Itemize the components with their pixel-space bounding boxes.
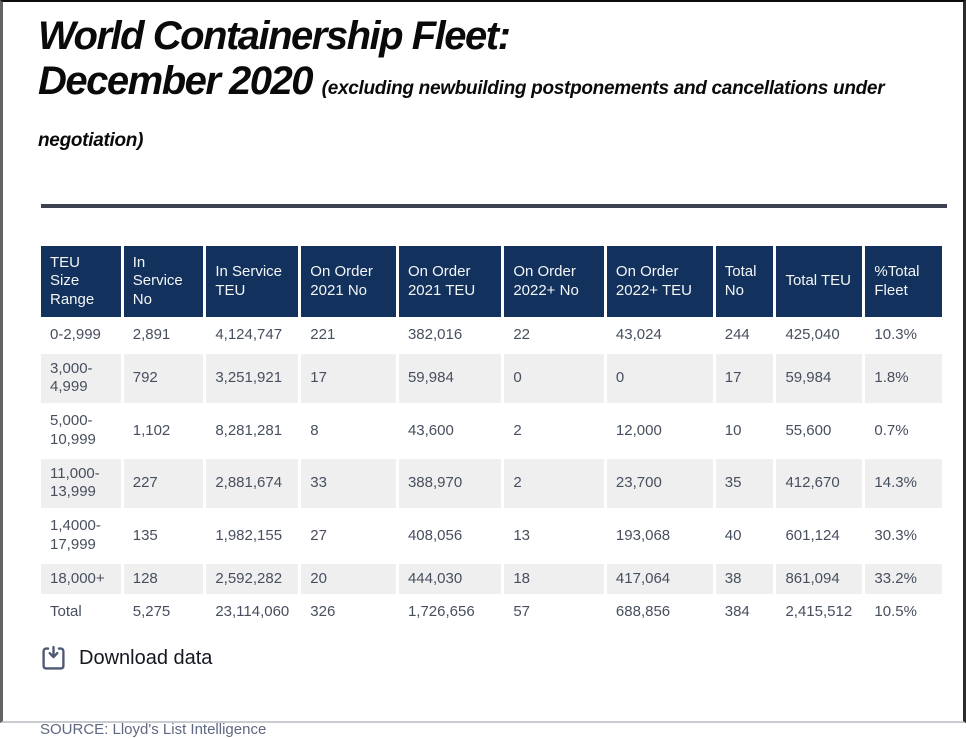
- table-cell: 13: [504, 511, 604, 561]
- source-credit: SOURCE: Lloyd's List Intelligence: [40, 721, 267, 738]
- table-cell: 0: [504, 354, 604, 404]
- table-cell: 23,700: [607, 459, 713, 509]
- table-row: [41, 354, 942, 404]
- table-cell: 40: [716, 511, 774, 561]
- table-cell: 35: [716, 459, 774, 509]
- table-cell: 408,056: [399, 511, 501, 561]
- page-title: [38, 10, 922, 164]
- table-cell: 221: [301, 320, 396, 351]
- table-cell: 227: [124, 459, 204, 509]
- table-cell: 57: [504, 597, 604, 628]
- table-cell: 2,891: [124, 320, 204, 351]
- table-cell: 326: [301, 597, 396, 628]
- table-cell: 0-2,999: [41, 320, 121, 351]
- table-cell: 33.2%: [865, 564, 942, 595]
- column-header: Total TEU: [776, 246, 862, 317]
- table-cell: 59,984: [399, 354, 501, 404]
- fleet-table: [38, 243, 945, 631]
- column-header: %Total Fleet: [865, 246, 942, 317]
- table-cell: 11,000-13,999: [41, 459, 121, 509]
- table-cell: 43,024: [607, 320, 713, 351]
- column-header: On Order 2021 TEU: [399, 246, 501, 317]
- table-cell: 688,856: [607, 597, 713, 628]
- table-cell: 38: [716, 564, 774, 595]
- table-cell: 1.8%: [865, 354, 942, 404]
- table-cell: 8,281,281: [206, 406, 298, 456]
- table-row: [41, 511, 942, 561]
- table-cell: 23,114,060: [206, 597, 298, 628]
- table-cell: 33: [301, 459, 396, 509]
- title-subtitle-line2: negotiation): [38, 130, 144, 152]
- table-cell: 18,000+: [41, 564, 121, 595]
- table-cell: 17: [716, 354, 774, 404]
- table-cell: 2: [504, 459, 604, 509]
- table-row: [41, 320, 942, 351]
- table-row: [41, 406, 942, 456]
- table-cell: 0: [607, 354, 713, 404]
- table-cell: 1,726,656: [399, 597, 501, 628]
- table-cell: 27: [301, 511, 396, 561]
- column-header: Total No: [716, 246, 774, 317]
- column-header: On Order 2022+ No: [504, 246, 604, 317]
- table-cell: 4,124,747: [206, 320, 298, 351]
- table-cell: 22: [504, 320, 604, 351]
- table-cell: 2,881,674: [206, 459, 298, 509]
- table-cell: 18: [504, 564, 604, 595]
- table-cell: Total: [41, 597, 121, 628]
- table-cell: 417,064: [607, 564, 713, 595]
- table-cell: 14.3%: [865, 459, 942, 509]
- table-cell: 425,040: [776, 320, 862, 351]
- table-cell: 384: [716, 597, 774, 628]
- table-cell: 1,102: [124, 406, 204, 456]
- table-total-row: [41, 597, 942, 628]
- title-subtitle-line1: (excluding newbuilding postponements and cancellations under: [321, 77, 885, 99]
- table-cell: 382,016: [399, 320, 501, 351]
- table-cell: 244: [716, 320, 774, 351]
- table-cell: 5,275: [124, 597, 204, 628]
- download-data-button[interactable]: [40, 645, 212, 672]
- table-cell: 135: [124, 511, 204, 561]
- table-cell: 388,970: [399, 459, 501, 509]
- download-label: Download data: [79, 647, 213, 670]
- title-line2: December 2020: [38, 58, 313, 103]
- table-cell: 10: [716, 406, 774, 456]
- table-cell: 3,251,921: [206, 354, 298, 404]
- table-header-row: [41, 246, 942, 317]
- table-cell: 10.3%: [865, 320, 942, 351]
- table-cell: 861,094: [776, 564, 862, 595]
- column-header: On Order 2021 No: [301, 246, 396, 317]
- table-cell: 601,124: [776, 511, 862, 561]
- table-row: [41, 459, 942, 509]
- download-icon: [40, 645, 67, 672]
- table-cell: 2,415,512: [776, 597, 862, 628]
- table-cell: 412,670: [776, 459, 862, 509]
- table-cell: 0.7%: [865, 406, 942, 456]
- table-cell: 444,030: [399, 564, 501, 595]
- table-cell: 2: [504, 406, 604, 456]
- table-cell: 12,000: [607, 406, 713, 456]
- table-cell: 43,600: [399, 406, 501, 456]
- divider-rule: [41, 204, 947, 208]
- table-cell: 3,000-4,999: [41, 354, 121, 404]
- table-cell: 1,982,155: [206, 511, 298, 561]
- table-cell: 5,000-10,999: [41, 406, 121, 456]
- column-header: On Order 2022+ TEU: [607, 246, 713, 317]
- table-cell: 193,068: [607, 511, 713, 561]
- table-cell: 30.3%: [865, 511, 942, 561]
- table-cell: 20: [301, 564, 396, 595]
- table-cell: 10.5%: [865, 597, 942, 628]
- column-header: TEU Size Range: [41, 246, 121, 317]
- table-cell: 2,592,282: [206, 564, 298, 595]
- table-cell: 1,4000-17,999: [41, 511, 121, 561]
- column-header: In Service TEU: [206, 246, 298, 317]
- column-header: In Service No: [124, 246, 204, 317]
- table-row: [41, 564, 942, 595]
- table-cell: 8: [301, 406, 396, 456]
- title-line1: World Containership Fleet:: [38, 14, 510, 58]
- table-cell: 792: [124, 354, 204, 404]
- table-cell: 128: [124, 564, 204, 595]
- table-cell: 59,984: [776, 354, 862, 404]
- table-cell: 55,600: [776, 406, 862, 456]
- table-body: [41, 320, 942, 628]
- article-content: [3, 2, 963, 738]
- table-cell: 17: [301, 354, 396, 404]
